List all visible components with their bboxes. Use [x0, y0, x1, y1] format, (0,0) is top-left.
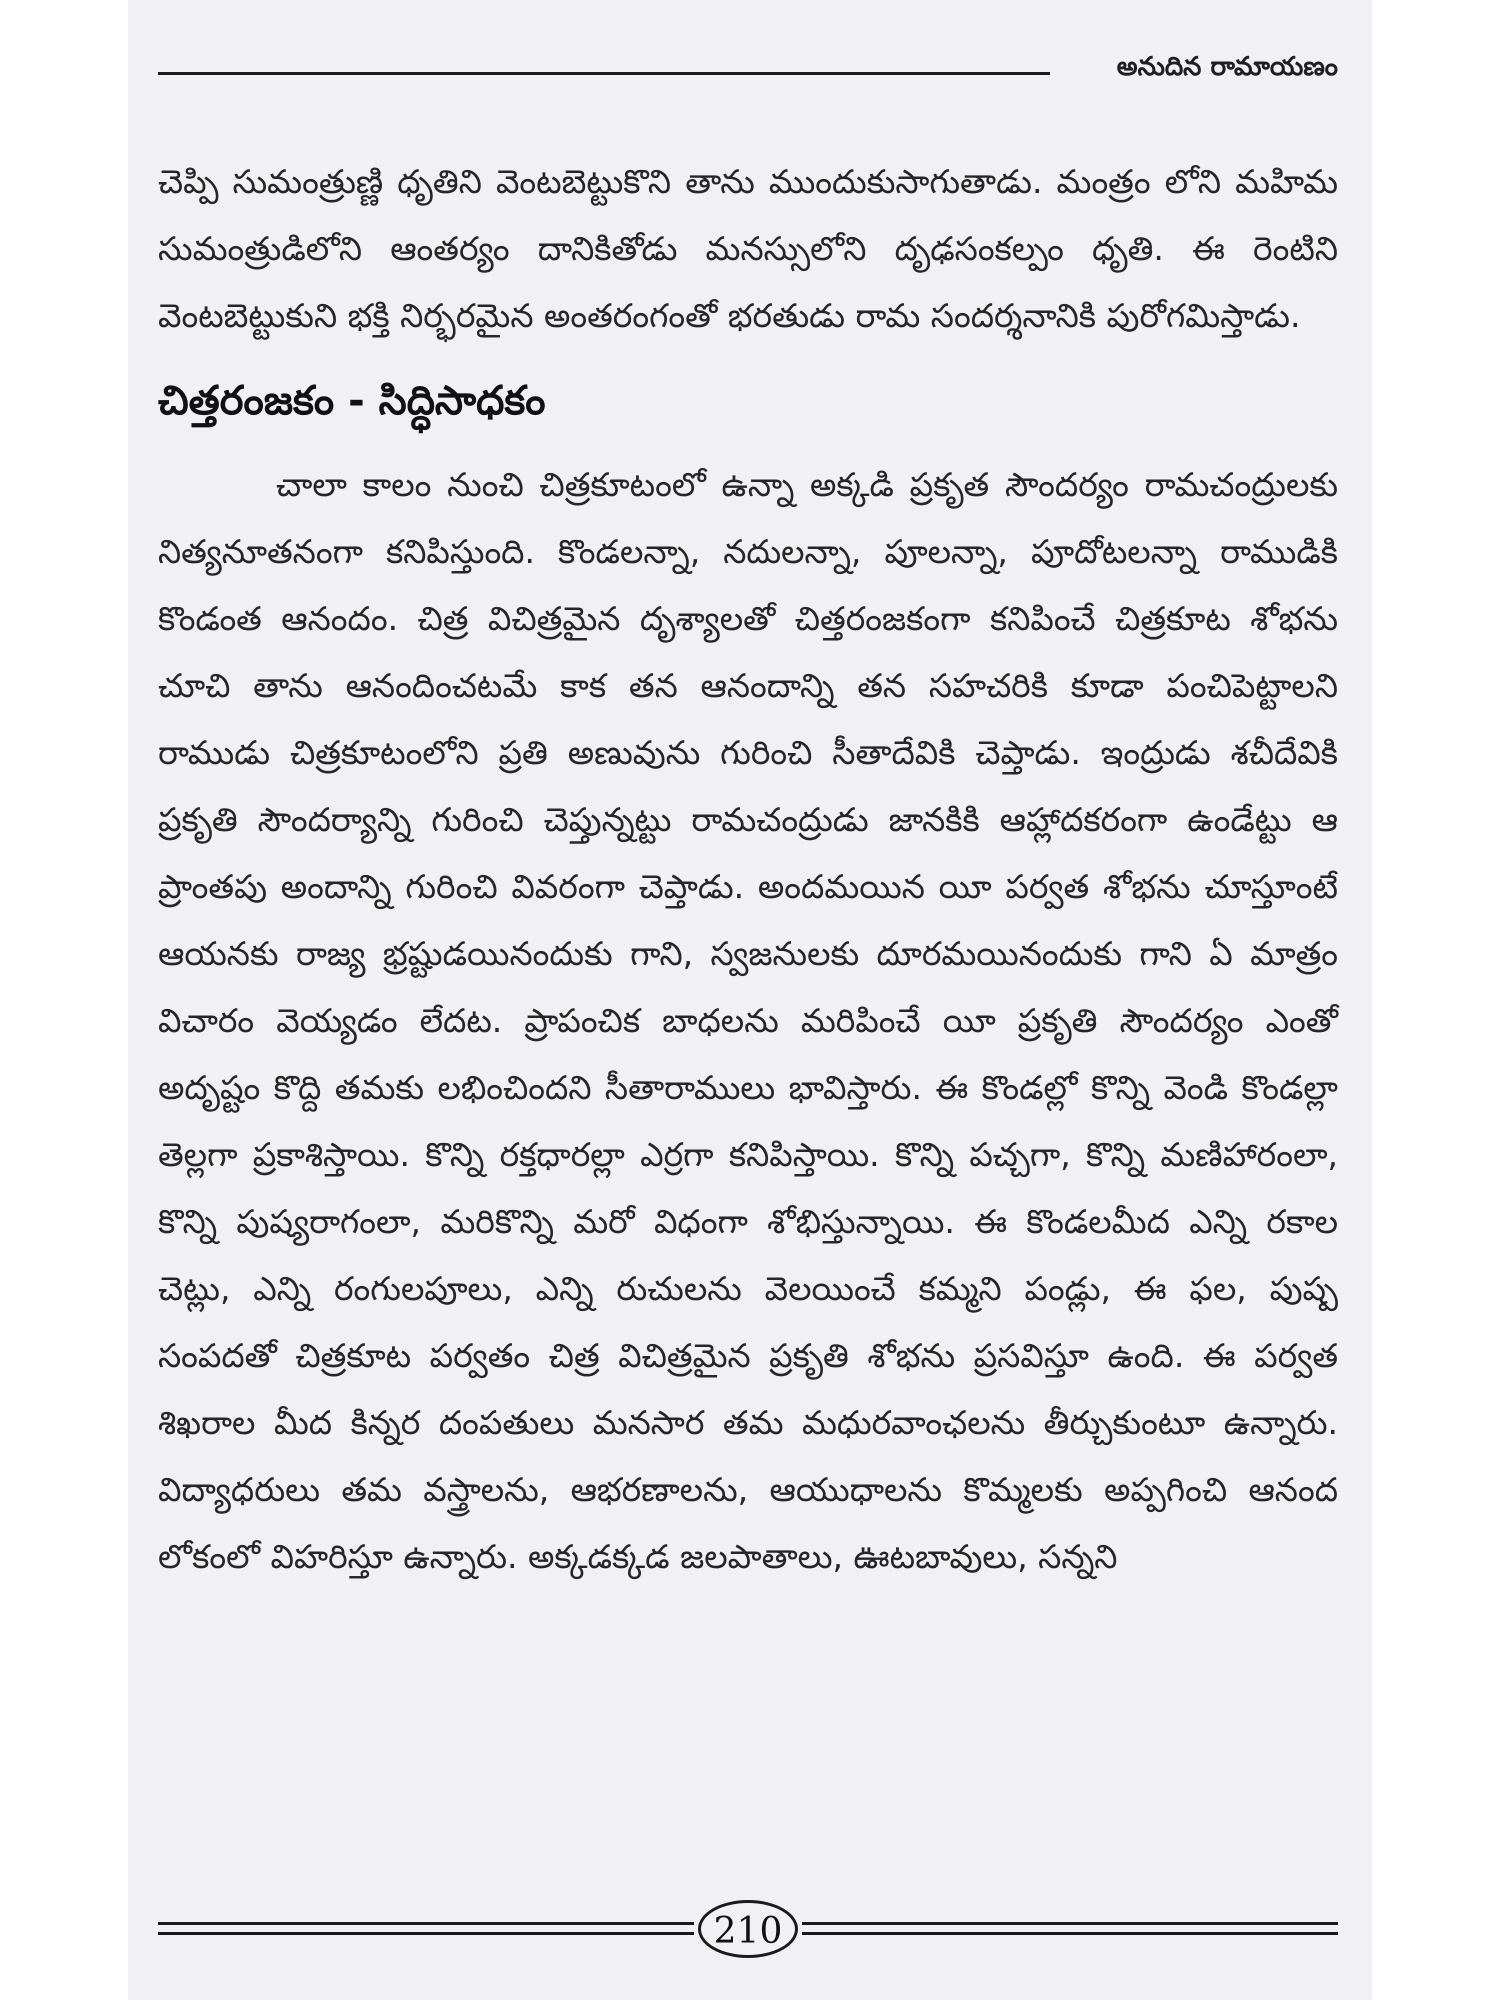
header-rule [158, 72, 1050, 75]
section-heading: చిత్తరంజకం - సిద్ధిసాధకం [158, 378, 546, 424]
footer-rule-right-top [802, 1922, 1338, 1925]
footer-rule-left-bottom [158, 1932, 694, 1935]
footer-rule-left-top [158, 1922, 694, 1925]
footer-rule-right-bottom [802, 1932, 1338, 1935]
paragraph-2: చాలా కాలం నుంచి చిత్రకూటంలో ఉన్నా అక్కడి ప్రకృత సౌందర్యం రామచంద్రులకు నిత్యనూతనంగా కనిపిస్తుంది. కొండలన్నా, నదులన్నా, పూలన్నా, పూదోటలన్నా రాముడికి కొండంత ఆనందం. చిత్ర విచిత్రమైన దృశ్యాలతో చిత్తరంజకంగా కనిపించే చిత్రకూట శోభను చూచి తాను ఆనందించటమే కాక తన ఆనందాన్ని తన సహచరికి కూడా పంచిపెట్టాలని రాముడు చిత్రకూటంలోని ప్రతి అణువును గురించి సీతాదేవికి చెప్తాడు. ఇంద్రుడు శచీదేవికి ప్రకృతి సౌందర్యాన్ని గురించి చెప్తున్నట్టు రామచంద్రుడు జానకికి ఆహ్లాదకరంగా ఉండేట్టు ఆ ప్రాంతపు అందాన్ని గురించి వివరంగా చెప్తాడు. అందమయిన యీ పర్వత శోభను చూస్తూంటే ఆయనకు రాజ్య భ్రష్టుడయినందుకు గాని, స్వజనులకు దూరమయినందుకు గాని ఏ మాత్రం విచారం వెయ్యడం లేదట. ప్రాపంచిక బాధలను మరిపించే యీ ప్రకృతి సౌందర్యం ఎంతో అదృష్టం కొద్ది తమకు లభించిందని సీతారాములు భావిస్తారు. ఈ కొండల్లో కొన్ని వెండి కొండల్లా తెల్లగా ప్రకాశిస్తాయి. కొన్ని రక్తధారల్లా ఎర్రగా కనిపిస్తాయి. కొన్ని పచ్చగా, కొన్ని మణిహారంలా, కొన్ని పుష్యరాగంలా, మరికొన్ని మరో విధంగా శోభిస్తున్నాయి. ఈ కొండలమీద ఎన్ని రకాల చెట్లు, ఎన్ని రంగులపూలు, ఎన్ని రుచులను వెలయించే కమ్మని పండ్లు, ఈ ఫల, పుష్ప సంపదతో చిత్రకూట పర్వతం చిత్ర విచిత్రమైన ప్రకృతి శోభను ప్రసవిస్తూ ఉంది. ఈ పర్వత శిఖరాల మీద కిన్నర దంపతులు మనసార తమ మధురవాంఛలను తీర్చుకుంటూ ఉన్నారు. విద్యాధరులు తమ వస్త్రాలను, ఆభరణాలను, ఆయుధాలను కొమ్మలకు అప్పగించి ఆనంద లోకంలో విహరిస్తూ ఉన్నారు. అక్కడక్కడ జలపాతాలు, ఊటబావులు, సన్నని [158, 465, 1338, 1576]
paragraph-1: చెప్పి సుమంత్రుణ్ణి ధృతిని వెంటబెట్టుకొని తాను ముందుకుసాగుతాడు. మంత్రం లోని మహిమ సుమంత్రుడిలోని ఆంతర్యం దానికితోడు మనస్సులోని దృఢసంకల్పం ధృతి. ఈ రెంటిని వెంటబెట్టుకుని భక్తి నిర్భరమైన అంతరంగంతో భరతుడు రామ సందర్శనానికి పురోగమిస్తాడు. [158, 162, 1338, 335]
page-number: 210 [698, 1900, 798, 1958]
running-header [158, 48, 1338, 88]
page-body [158, 148, 1338, 1590]
page-footer [158, 1900, 1338, 1960]
running-title: అనుదిన రామాయణం [1116, 52, 1338, 82]
